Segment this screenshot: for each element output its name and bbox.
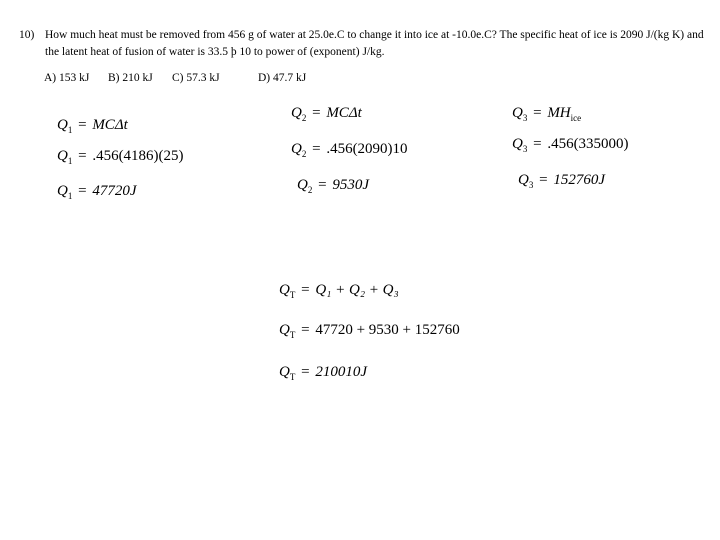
total-result-rhs: 210010J [315,364,367,380]
q1-formula [57,116,128,135]
total-result-equals: = [301,364,310,380]
choice-b: B) 210 kJ [108,72,153,84]
total-substitution-equals: = [301,322,310,338]
question-text: How much heat must be removed from 456 g of water at 25.0e.C to change it into ice at -10.0e.C? The specific heat of ice is 2090 J/(kg K) and the latent heat of fusion of water is 33.5 þ 10 to power of (exponent) J/kg. [45,29,704,58]
q2-substitution-sub: 2 [301,149,307,159]
q3-formula-sub: 3 [522,113,528,123]
q1-substitution-lhs: Q [57,148,68,164]
q2-result [297,176,369,195]
q1-formula-rhs: MCΔt [92,117,128,133]
q1-result-rhs: 47720J [92,183,137,199]
q3-substitution-rhs: .456(335000) [547,136,629,152]
q3-formula-rhs: MH [547,105,571,121]
q3-substitution-lhs: Q [512,136,523,152]
q3-substitution [512,135,629,154]
q3-substitution-sub: 3 [522,144,528,154]
q2-formula [291,104,362,123]
q1-formula-equals: = [78,117,87,133]
choice-a: A) 153 kJ [44,72,90,84]
choice-d: D) 47.7 kJ [258,72,307,84]
q2-substitution-equals: = [312,141,321,157]
q2-result-lhs: Q [297,177,308,193]
q3-formula-rhs-sub: ice [570,113,582,123]
q3-substitution-equals: = [533,136,542,152]
q3-result-equals: = [539,172,548,188]
q1-substitution [57,147,184,166]
total-result-sub: T [289,372,296,382]
q3-formula-lhs: Q [512,105,523,121]
q3-result [518,171,605,190]
q2-result-sub: 2 [307,185,313,195]
total-formula-lhs: Q [279,282,290,298]
q2-formula-equals: = [312,105,321,121]
q2-result-equals: = [318,177,327,193]
total-substitution [279,321,460,340]
q3-result-rhs: 152760J [553,172,605,188]
total-formula-rhs: Q₁ + Q₂ + Q₃ [315,282,399,298]
q1-substitution-sub: 1 [67,156,73,166]
q2-substitution [291,140,408,159]
total-formula-equals: = [301,282,310,298]
q1-result-equals: = [78,183,87,199]
q1-formula-lhs: Q [57,117,68,133]
total-substitution-lhs: Q [279,322,290,338]
q3-result-sub: 3 [528,180,534,190]
q3-formula [512,104,581,123]
q2-formula-lhs: Q [291,105,302,121]
total-formula-sub: T [289,290,296,300]
question-number: 10) [19,29,35,41]
q1-substitution-equals: = [78,148,87,164]
total-result-lhs: Q [279,364,290,380]
q2-substitution-rhs: .456(2090)10 [326,141,408,157]
total-substitution-sub: T [289,330,296,340]
q1-result-lhs: Q [57,183,68,199]
q1-result-sub: 1 [67,191,73,201]
choice-c: C) 57.3 kJ [172,72,220,84]
q2-result-rhs: 9530J [332,177,369,193]
q1-formula-sub: 1 [67,125,73,135]
q2-formula-rhs: MCΔt [326,105,362,121]
q3-result-lhs: Q [518,172,529,188]
q2-substitution-lhs: Q [291,141,302,157]
total-substitution-rhs: 47720 + 9530 + 152760 [315,322,460,338]
q3-formula-equals: = [533,105,542,121]
q1-substitution-rhs: .456(4186)(25) [92,148,184,164]
total-formula [279,281,399,300]
q2-formula-sub: 2 [301,113,307,123]
total-result [279,363,367,382]
q1-result [57,182,136,201]
